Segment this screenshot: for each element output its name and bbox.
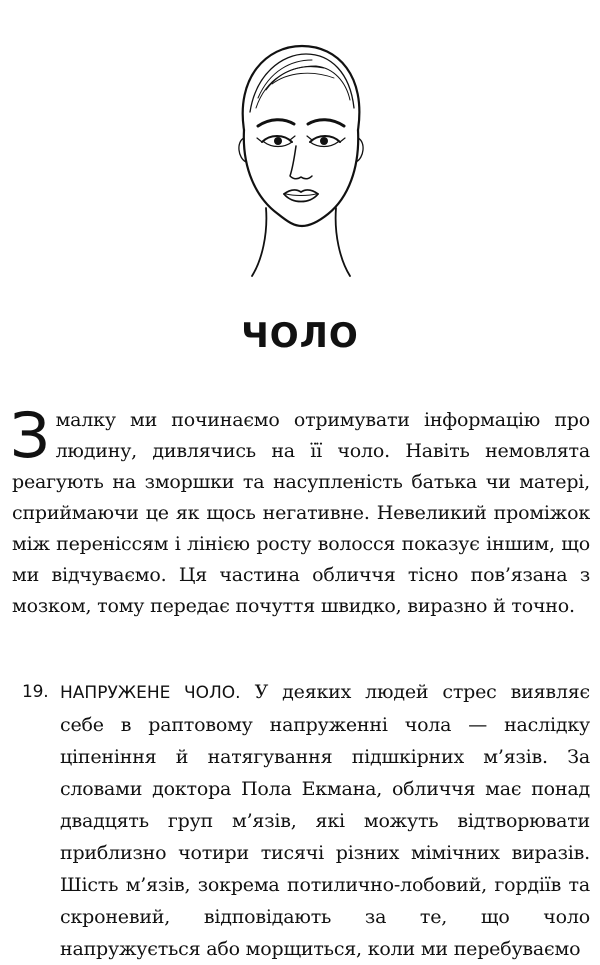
entry-number: 19. (22, 682, 49, 702)
entry-body (60, 676, 590, 965)
intro-paragraph (10, 399, 590, 622)
section-heading: ЧОЛО (241, 316, 359, 356)
numbered-entry (22, 676, 590, 965)
intro-text: малку ми починаємо отримувати інформацію про людину, дивлячись на її чоло. Навіть немовлята реагують на зморшки та насупленість батька чи матері, сприймаючи це як щось негативне. Невеликий проміжок між переніссям і лінією росту волосся показує іншим, що ми відчуваємо. Ця частина обличчя тісно пов’язана з мозком, тому передає почуття швидко, виразно й точно. (12, 409, 590, 617)
entry-text: У деяких людей стрес виявляє себе в раптовому напруженні чола — наслідку ціпеніння й натягування підшкірних м’язів. За словами доктора Пола Екмана, обличчя має понад двадцять груп м’язів, які можуть відтворювати приблизно чотири тисячі різних мімічних виразів. Шість м’язів, зокрема потилично-лобовий, гордіїв та скроневий, відповідають за те, що чоло напружується або морщиться, коли ми перебуваємо (60, 681, 590, 960)
entry-title: НАПРУЖЕНЕ ЧОЛО. (60, 683, 241, 703)
face-illustration (226, 38, 374, 278)
drop-cap: З (10, 399, 50, 472)
